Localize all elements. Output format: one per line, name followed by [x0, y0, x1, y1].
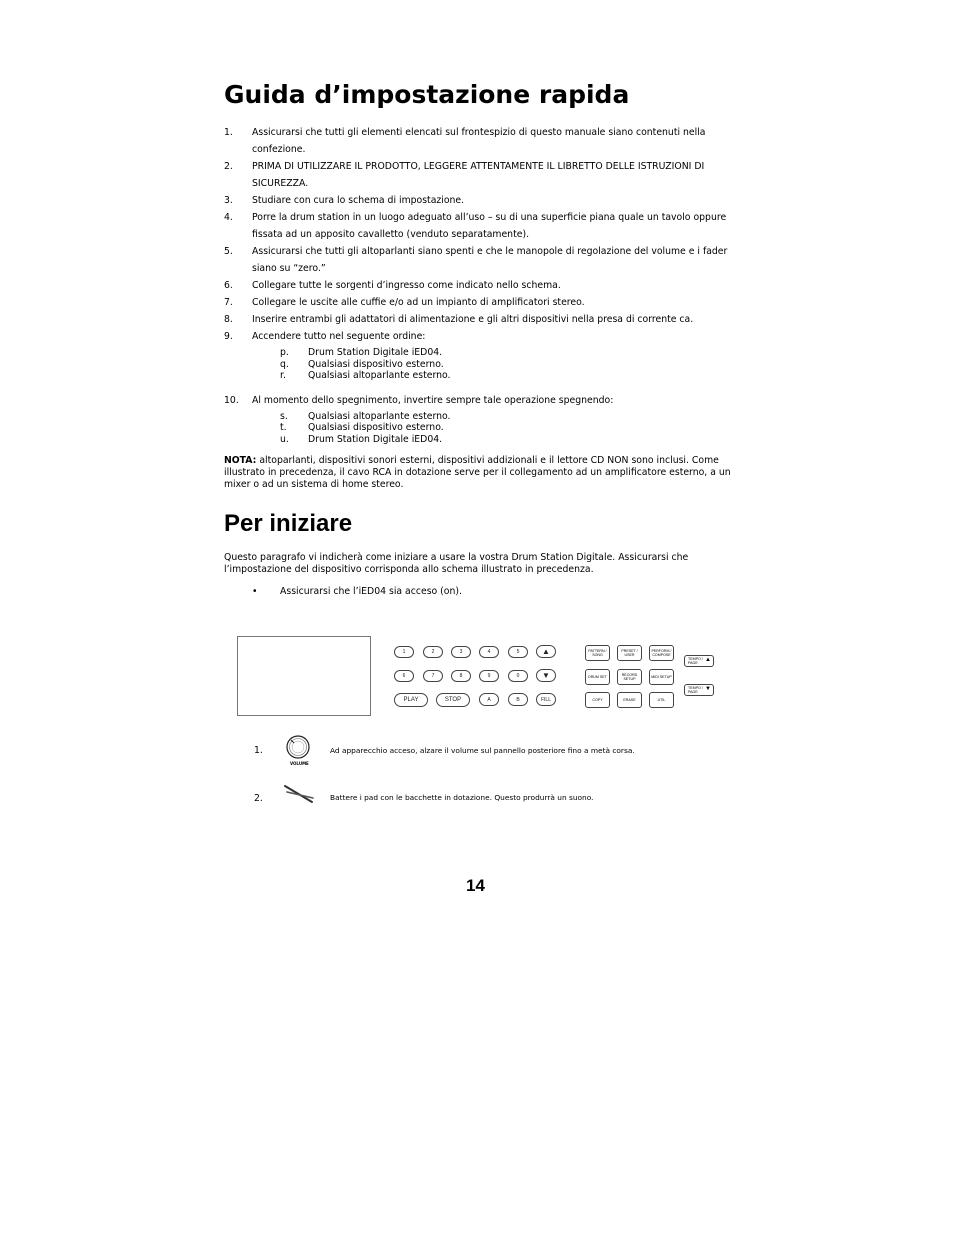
- instruction-2-number: 2.: [254, 793, 263, 804]
- list-item: t. Qualsiasi dispositivo esterno.: [280, 422, 444, 434]
- pad-button-2: 2: [423, 646, 443, 658]
- list-item: 6. Collegare tutte le sorgenti d’ingresso come indicato nello schema.: [224, 280, 561, 291]
- setup-steps-list: [224, 124, 734, 446]
- preset-user-button: PRESET / USER: [617, 645, 642, 661]
- arrow-down-icon: ▼: [536, 669, 556, 682]
- arrow-up-icon: ▲: [705, 657, 711, 663]
- bullet-icon: •: [252, 586, 258, 597]
- drumsticks-icon: [283, 783, 315, 805]
- copy-button: COPY: [585, 692, 610, 708]
- list-item: 4. Porre la drum station in un luogo adeguato all’uso – su di una superficie piana quale un tavolo oppure fissata ad un apposito cavalletto (venduto separatamente).: [224, 212, 727, 240]
- midi-setup-button: MIDI SETUP: [649, 669, 674, 685]
- tempo-up-button: TEMPO / PAGE ▲: [684, 655, 714, 667]
- power-off-order: [280, 409, 734, 446]
- instruction-2-text: Battere i pad con le bacchette in dotazione. Questo produrrà un suono.: [330, 793, 594, 802]
- list-item: 7. Collegare le uscite alle cuffie e/o ad un impianto di amplificatori stereo.: [224, 297, 585, 308]
- tempo-down-button: TEMPO / PAGE ▼: [684, 684, 714, 696]
- section-title-getting-started: Per iniziare: [224, 510, 353, 537]
- list-item: 5. Assicurarsi che tutti gli altoparlanti siano spenti e che le manopole di regolazione del volume e i fader siano su “zero.”: [224, 246, 728, 274]
- list-item: r. Qualsiasi altoparlante esterno.: [280, 370, 451, 382]
- instruction-1-text: Ad apparecchio acceso, alzare il volume sul pannello posteriore fino a metà corsa.: [330, 746, 635, 755]
- arrow-down-icon: ▼: [705, 686, 711, 692]
- pad-button-3: 3: [451, 646, 471, 658]
- list-item: 9. Accendere tutto nel seguente ordine:: [224, 331, 426, 342]
- volume-knob-icon: VOLUME: [284, 734, 312, 768]
- list-item: 2. PRIMA DI UTILIZZARE IL PRODOTTO, LEGGERE ATTENTAMENTE IL LIBRETTO DELLE ISTRUZIONI DI SICUREZZA.: [224, 161, 705, 189]
- fill-button: FILL: [536, 693, 556, 706]
- list-item: 3. Studiare con cura lo schema di impostazione.: [224, 195, 465, 206]
- pattern-song-button: PATTERN / SONG: [585, 645, 610, 661]
- bullet-item: • Assicurarsi che l’iED04 sia acceso (on).: [252, 586, 462, 597]
- util-button: UTIL: [649, 692, 674, 708]
- list-item: p. Drum Station Digitale iED04.: [280, 347, 443, 358]
- list-item: 1. Assicurarsi che tutti gli elementi elencati sul frontespizio di questo manuale siano contenuti nella confezione.: [224, 127, 706, 155]
- pad-button-8: 8: [451, 670, 471, 682]
- lcd-screen: [237, 636, 371, 716]
- list-item: u. Drum Station Digitale iED04.: [280, 433, 443, 445]
- record-setup-button: RECORD SETUP: [617, 669, 642, 685]
- section-title-quick-setup: Guida d’impostazione rapida: [224, 80, 630, 109]
- pad-button-7: 7: [423, 670, 443, 682]
- perform-compose-button: PERFORM / COMPOSE: [649, 645, 674, 661]
- arrow-up-icon: ▲: [536, 645, 556, 658]
- pad-button-1: 1: [394, 646, 414, 658]
- list-item: 10. Al momento dello spegnimento, invertire sempre tale operazione spegnendo:: [224, 394, 614, 406]
- power-on-order: [280, 345, 734, 382]
- b-button: B: [508, 693, 528, 706]
- page-number: 14: [466, 876, 485, 895]
- intro-paragraph: Questo paragrafo vi indicherà come iniziare a usare la vostra Drum Station Digitale. Assicurarsi che l’impostazione del dispositivo corrisponda allo schema illustrato in precedenza.: [224, 552, 689, 575]
- pad-button-4: 4: [479, 646, 499, 658]
- device-panel-illustration: [230, 630, 730, 722]
- note-paragraph: NOTA: altoparlanti, dispositivi sonori esterni, dispositivi addizionali e il lettore CD NON sono inclusi. Come illustrato in precedenza, il cavo RCA in dotazione serve per il collegamento ad un amplificatore esterno, a un mixer o ad un sistema di home stereo.: [224, 455, 731, 490]
- stop-button: STOP: [436, 693, 470, 707]
- drum-set-button: DRUM SET: [585, 669, 610, 685]
- list-item: q. Qualsiasi dispositivo esterno.: [280, 358, 444, 370]
- erase-button: ERASE: [617, 692, 642, 708]
- instruction-1-number: 1.: [254, 745, 263, 756]
- play-button: PLAY: [394, 693, 428, 707]
- a-button: A: [479, 693, 499, 706]
- pad-button-0: 0: [508, 670, 528, 682]
- list-item: s. Qualsiasi altoparlante esterno.: [280, 410, 451, 422]
- list-item: 8. Inserire entrambi gli adattatori di alimentazione e gli altri dispositivi nella presa di corrente ca.: [224, 314, 694, 325]
- pad-button-9: 9: [479, 670, 499, 682]
- pad-button-5: 5: [508, 646, 528, 658]
- pad-button-6: 6: [394, 670, 414, 682]
